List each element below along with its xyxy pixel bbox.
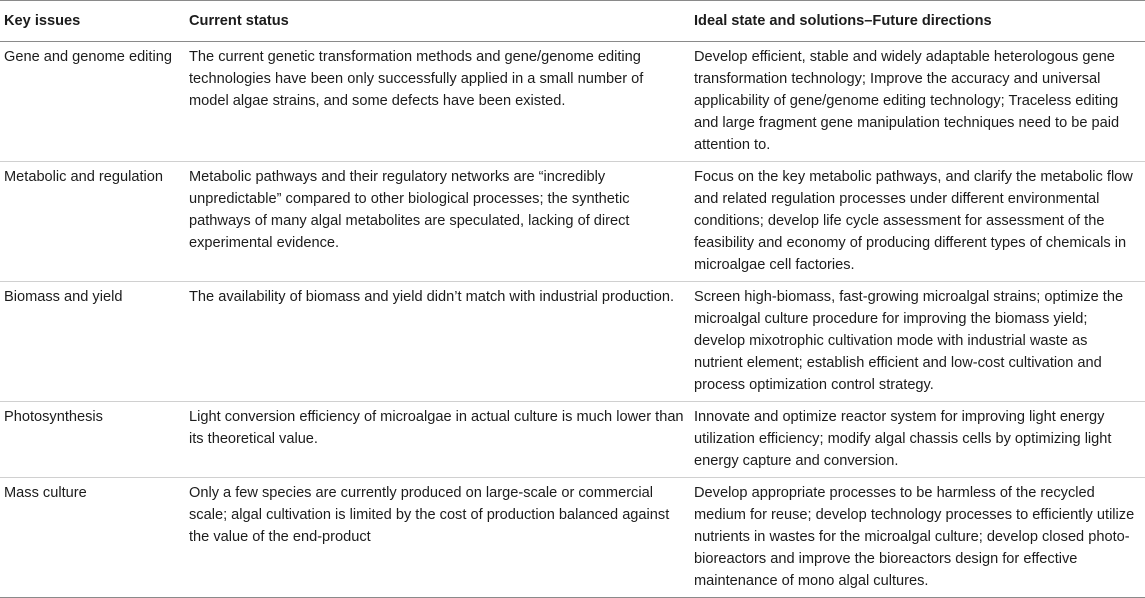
cell-key-issue: Gene and genome editing (4, 49, 172, 65)
table-row (0, 162, 1145, 282)
table-row (0, 42, 1145, 162)
header-future-directions: Ideal state and solutions–Future directions (694, 13, 992, 29)
table-body (0, 42, 1145, 598)
header-row (0, 1, 1145, 42)
cell-key-issue: Photosynthesis (4, 409, 103, 425)
cell-future-direction: Screen high-biomass, fast-growing microalgal strains; optimize the microalgal culture procedure for improving the biomass yield; develop mixotrophic cultivation mode with industrial waste as nutrient element; establish efficient and low-cost cultivation and process optimization control strategy. (694, 289, 1124, 393)
cell-future-direction: Develop efficient, stable and widely adaptable heterologous gene transformation technology; Improve the accuracy and universal applicability of gene/genome editing technology; Traceless editing and large fragment gene manipulation techniques need to be paid attention to. (694, 49, 1120, 153)
cell-key-issue: Metabolic and regulation (4, 169, 164, 185)
cell-key-issue: Biomass and yield (4, 289, 123, 305)
table-row (0, 282, 1145, 402)
table-row (0, 402, 1145, 478)
cell-current-status: The availability of biomass and yield didn’t match with industrial production. (189, 289, 675, 305)
cell-current-status: Light conversion efficiency of microalgae in actual culture is much lower than its theoretical value. (189, 409, 684, 447)
cell-current-status: The current genetic transformation methods and gene/genome editing technologies have been only successfully applied in a small number of model algae strains, and some defects have been existed. (189, 49, 644, 109)
cell-key-issue: Mass culture (4, 485, 87, 501)
header-key-issues: Key issues (4, 13, 81, 29)
table-row (0, 478, 1145, 598)
cell-future-direction: Innovate and optimize reactor system for improving light energy utilization efficiency; modify algal chassis cells by optimizing light energy capture and conversion. (694, 409, 1112, 469)
cell-future-direction: Develop appropriate processes to be harmless of the recycled medium for reuse; develop technology processes to efficiently utilize nutrients in wastes for the microalgal culture; develop closed photo-bioreactors and improve the bioreactors design for effective maintenance of mono algal cultures. (694, 485, 1135, 589)
cell-future-direction: Focus on the key metabolic pathways, and clarify the metabolic flow and related regulation processes under different environmental conditions; develop life cycle assessment for assessment of the feasibility and economy of producing different types of chemicals in microalgae cell factories. (694, 169, 1133, 273)
cell-current-status: Only a few species are currently produced on large-scale or commercial scale; algal cultivation is limited by the cost of production balanced against the value of the end-product (189, 485, 670, 545)
table-header (0, 1, 1145, 42)
header-current-status: Current status (189, 13, 289, 29)
cell-current-status: Metabolic pathways and their regulatory networks are “incredibly unpredictable” compared to other biological processes; the synthetic pathways of many algal metabolites are speculated, lacking of direct experimental evidence. (189, 169, 630, 251)
